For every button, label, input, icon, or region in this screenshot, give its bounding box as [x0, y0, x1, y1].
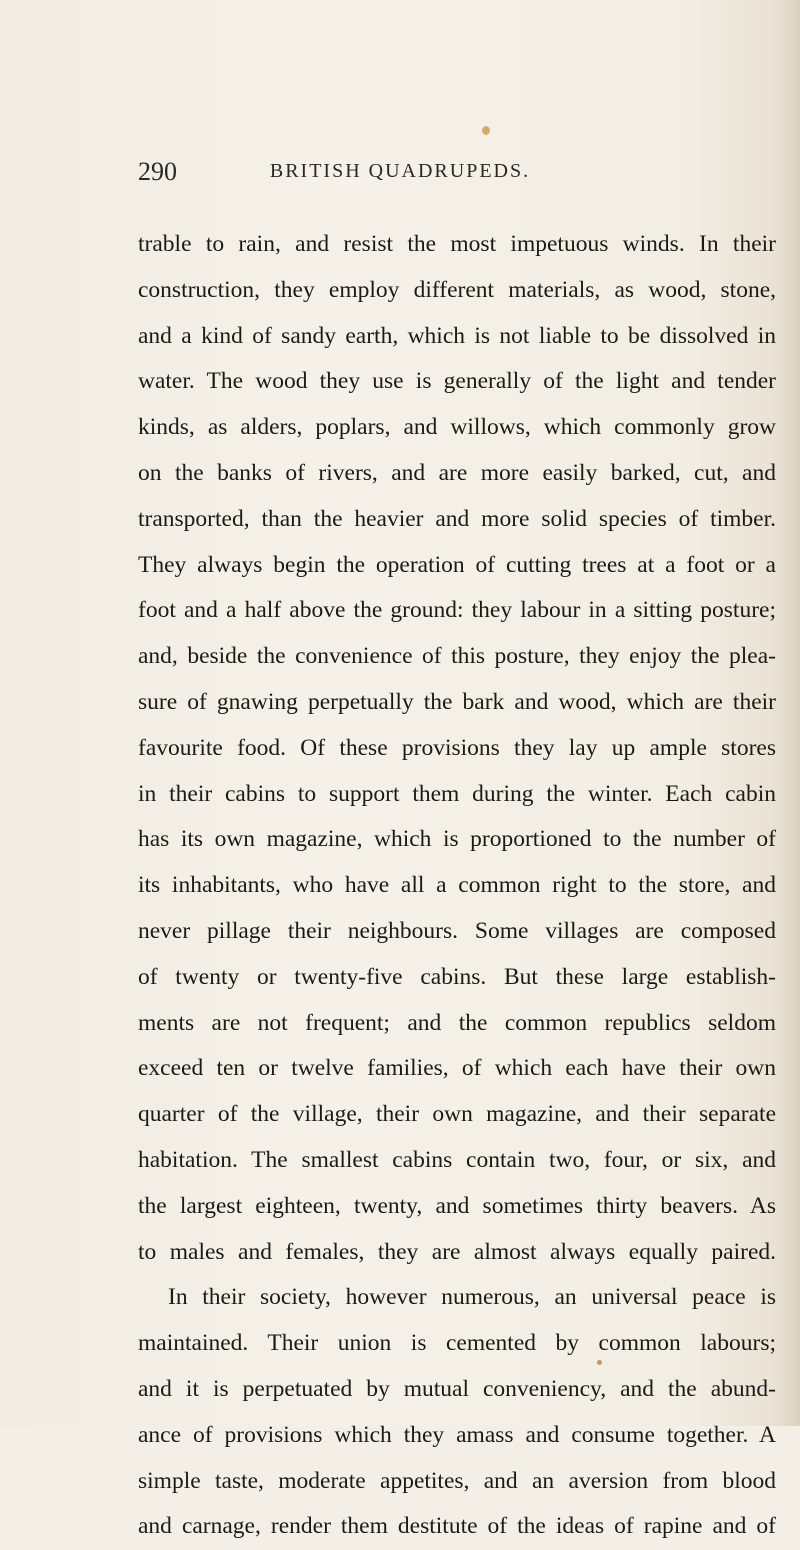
text-line: its inhabitants, who have all a common right to the store, and: [138, 872, 776, 899]
text-line: trable to rain, and resist the most impetuous winds. In their: [138, 231, 776, 257]
text-line: and a kind of sandy earth, which is not liable to be dissolved in: [138, 322, 776, 349]
text-line: on the banks of rivers, and are more easily barked, cut, and: [138, 459, 776, 486]
text-line: and it is perpetuated by mutual conveniency, and the abund-: [138, 1375, 776, 1402]
running-head: BRITISH QUADRUPEDS.: [269, 160, 531, 182]
body-text: [138, 222, 776, 1550]
text-line: sure of gnawing perpetually the bark and wood, which are their: [138, 688, 776, 715]
text-line: exceed ten or twelve families, of which each have their own: [138, 1055, 776, 1082]
paper-stain: [482, 126, 490, 135]
page-number: 290: [138, 157, 177, 186]
text-line: foot and a half above the ground: they labour in a sitting posture;: [138, 597, 776, 624]
text-line: and, beside the convenience of this posture, they enjoy the plea-: [138, 643, 776, 670]
text-line: in their cabins to support them during the winter. Each cabin: [138, 780, 776, 807]
text-line: to males and females, they are almost always equally paired.: [138, 1238, 776, 1265]
text-line: and carnage, render them destitute of the ideas of rapine and of: [138, 1513, 776, 1540]
text-line: ance of provisions which they amass and consume together. A: [138, 1421, 776, 1448]
text-line: habitation. The smallest cabins contain two, four, or six, and: [138, 1146, 776, 1173]
text-line: simple taste, moderate appetites, and an aversion from blood: [138, 1467, 776, 1494]
text-line: quarter of the village, their own magazine, and their separate: [138, 1101, 776, 1128]
text-line: has its own magazine, which is proportioned to the number of: [138, 826, 776, 853]
text-line: kinds, as alders, poplars, and willows, which commonly grow: [138, 414, 776, 441]
text-line: never pillage their neighbours. Some villages are composed: [138, 917, 776, 944]
text-line: of twenty or twenty-five cabins. But these large establish-: [138, 963, 776, 990]
paragraph-start-line: In their society, however numerous, an universal peace is: [168, 1284, 776, 1311]
text-line: maintained. Their union is cemented by common labours;: [138, 1330, 776, 1357]
text-line: water. The wood they use is generally of the light and tender: [138, 368, 776, 395]
text-line: ments are not frequent; and the common republics seldom: [138, 1009, 776, 1036]
text-line: favourite food. Of these provisions they lay up ample stores: [138, 734, 776, 761]
text-line: transported, than the heavier and more solid species of timber.: [138, 505, 776, 532]
text-line: construction, they employ different materials, as wood, stone,: [138, 276, 776, 303]
text-line: the largest eighteen, twenty, and sometimes thirty beavers. As: [138, 1192, 776, 1219]
text-line: They always begin the operation of cutting trees at a foot or a: [138, 551, 776, 578]
